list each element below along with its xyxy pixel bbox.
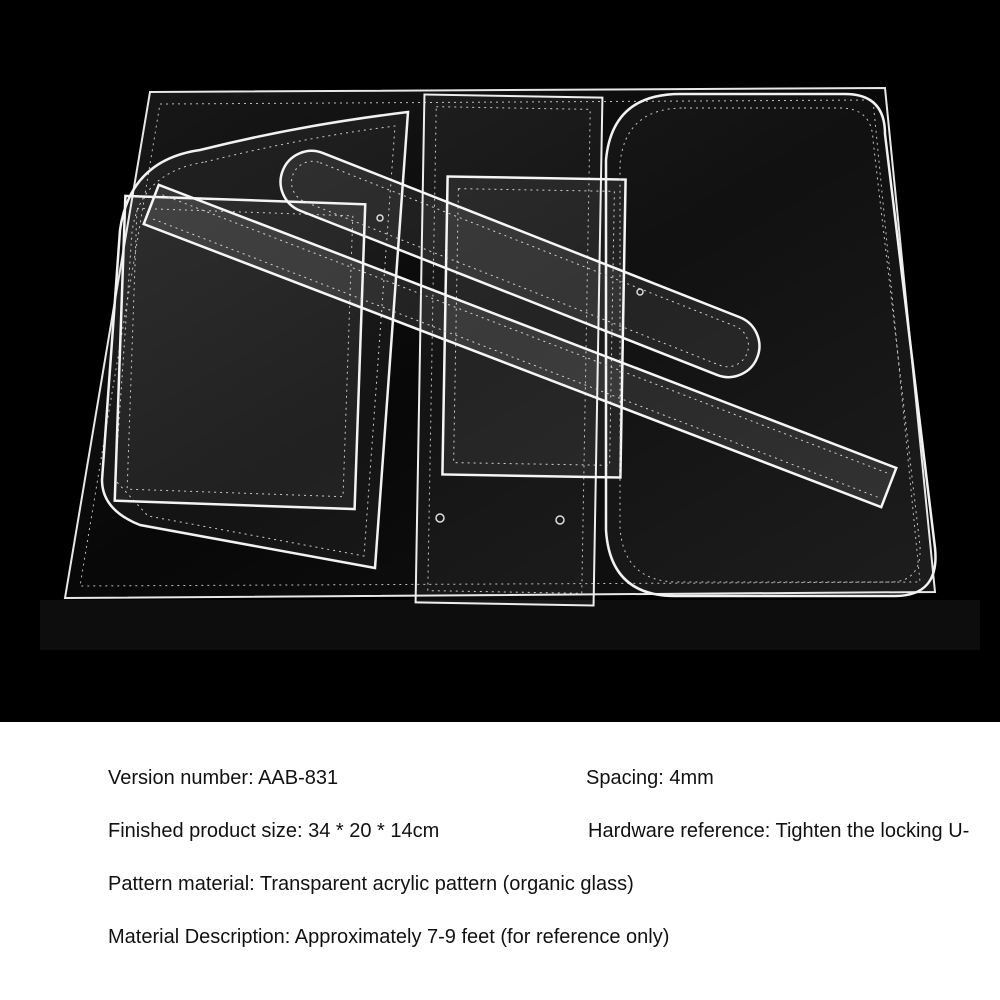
spacing-text: Spacing: 4mm (586, 767, 714, 789)
hardware-reference-text: Hardware reference: Tighten the locking U- (588, 820, 970, 842)
pattern-material-text: Pattern material: Transparent acrylic pattern (organic glass) (108, 873, 634, 895)
finished-size-text: Finished product size: 34 * 20 * 14cm (108, 820, 440, 842)
specifications-panel (0, 722, 1000, 1000)
table-reflection (40, 600, 980, 650)
material-description-text: Material Description: Approximately 7-9 feet (for reference only) (108, 926, 670, 948)
version-number-text: Version number: AAB-831 (108, 767, 339, 789)
